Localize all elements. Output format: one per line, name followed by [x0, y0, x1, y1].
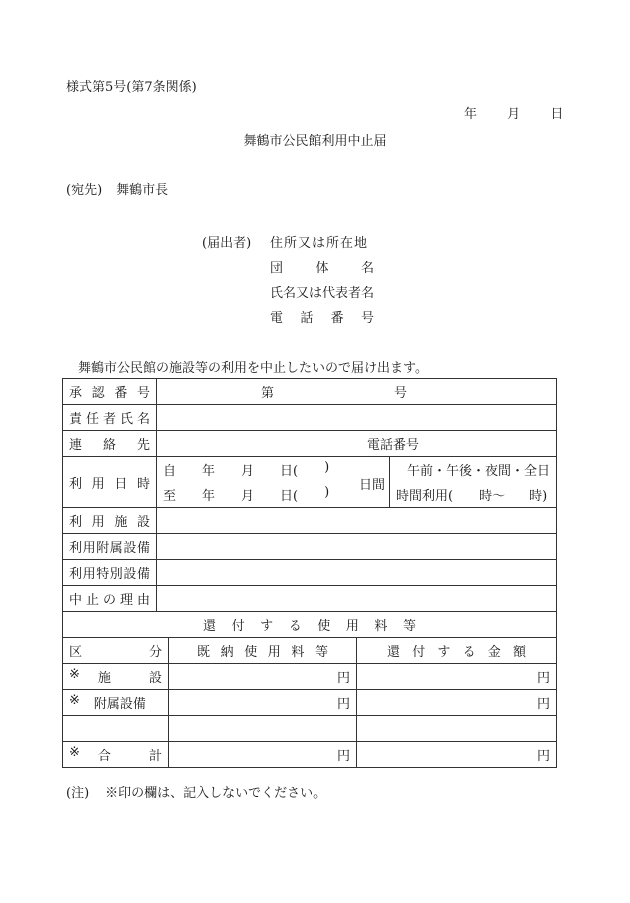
label-contact: 連絡先 [63, 431, 157, 457]
fee-attached-paid[interactable]: 円 [169, 690, 357, 716]
approval-go: 号 [394, 386, 408, 401]
field-usage-datetime[interactable] [157, 457, 557, 508]
date-day: 日 [550, 107, 564, 122]
to-year: 年 [202, 489, 216, 504]
usage-time-slot [390, 457, 556, 507]
label-responsible: 責任者氏名 [63, 405, 157, 431]
days-span-label: 日間 [358, 478, 385, 493]
applicant-label: (届出者) [202, 236, 252, 251]
footnote [66, 782, 326, 801]
tel-char: 番 [330, 311, 344, 326]
org-char: 団 [270, 261, 284, 276]
col-refund-amount: 還付する金額 [357, 638, 557, 664]
intro-text: 舞鶴市公民館の施設等の利用を中止したいので届け出ます。 [78, 361, 428, 376]
document-title: 舞鶴市公民館利用中止届 [243, 134, 387, 149]
row-special-equipment [63, 560, 557, 586]
hourly-use-label: 時間利用( [396, 489, 454, 504]
tel-char: 電 [270, 311, 284, 326]
label-approval-number: 承認番号 [63, 379, 157, 405]
fee-attached-label: ※ 附属設備 [63, 690, 169, 716]
field-contact[interactable] [157, 431, 557, 457]
addressee [66, 179, 168, 198]
field-facility[interactable] [157, 508, 557, 534]
row-cancel-reason [63, 586, 557, 612]
fee-total-refund[interactable]: 円 [357, 742, 557, 768]
row-fee-attached [63, 690, 557, 716]
label-usage-datetime: 利用日時 [63, 457, 157, 508]
row-fee-total [63, 742, 557, 768]
row-fee-facility [63, 664, 557, 690]
date-line [464, 103, 563, 122]
to-day: 日( [280, 489, 299, 504]
applicant-organization-label [270, 257, 374, 276]
fee-total-label: ※ 合 計 [63, 742, 169, 768]
col-paid-fee: 既納使用料等 [169, 638, 357, 664]
label-cancel-reason: 中止の理由 [63, 586, 157, 612]
applicant-telephone-label [270, 307, 374, 326]
addressee-label: (宛先) [66, 183, 103, 198]
fee-blank-label[interactable] [63, 716, 169, 742]
usage-from-line [163, 460, 383, 479]
phone-number-label: 電話番号 [367, 438, 420, 453]
to-paren: ) [324, 485, 330, 500]
fee-facility-refund[interactable]: 円 [357, 664, 557, 690]
row-attached-equipment [63, 534, 557, 560]
row-approval-number [63, 379, 557, 405]
row-facility [63, 508, 557, 534]
row-contact [63, 431, 557, 457]
row-refund-header [63, 612, 557, 638]
label-attached-equipment: 利用附属設備 [63, 534, 157, 560]
hourly-line [396, 485, 550, 504]
row-refund-columns [63, 638, 557, 664]
from-day: 日( [280, 464, 299, 479]
form-number: 様式第5号(第7条関係) [66, 80, 197, 95]
refund-header: 還付する使用料等 [63, 612, 557, 638]
tel-char: 話 [300, 311, 314, 326]
field-cancel-reason[interactable] [157, 586, 557, 612]
approval-dai: 第 [261, 386, 275, 401]
addressee-name: 舞鶴市長 [116, 183, 169, 198]
fee-facility-label: ※ 施 設 [63, 664, 169, 690]
date-month: 月 [507, 107, 521, 122]
field-attached-equipment[interactable] [157, 534, 557, 560]
label-special-equipment: 利用特別設備 [63, 560, 157, 586]
col-category: 区 分 [63, 638, 169, 664]
time-slots-label: 午前・午後・夜間・全日 [407, 464, 551, 479]
fee-attached-refund[interactable]: 円 [357, 690, 557, 716]
org-char: 名 [360, 261, 374, 276]
fee-blank-paid[interactable] [169, 716, 357, 742]
note-label: (注) [66, 786, 90, 801]
applicant-name-label: 氏名又は代表者名 [270, 286, 375, 301]
usage-to-line [163, 485, 383, 504]
hourly-from: 時〜 [479, 489, 506, 504]
from-month: 月 [241, 464, 255, 479]
to-month: 月 [241, 489, 255, 504]
from-year: 年 [202, 464, 216, 479]
applicant-address-label: 住所又は所在地 [270, 236, 369, 251]
cancellation-form-table [62, 378, 557, 768]
field-responsible[interactable] [157, 405, 557, 431]
org-char: 体 [315, 261, 329, 276]
tel-char: 号 [360, 311, 374, 326]
note-body: ※印の欄は、記入しないでください。 [105, 786, 327, 801]
date-year: 年 [464, 107, 478, 122]
fee-facility-paid[interactable]: 円 [169, 664, 357, 690]
hourly-to: 時) [529, 489, 548, 504]
field-approval-number[interactable] [157, 379, 557, 405]
to-label: 至 [163, 489, 177, 504]
field-special-equipment[interactable] [157, 560, 557, 586]
row-fee-blank [63, 716, 557, 742]
row-usage-datetime [63, 457, 557, 508]
from-paren: ) [324, 460, 330, 475]
fee-total-paid[interactable]: 円 [169, 742, 357, 768]
label-facility: 利用施設 [63, 508, 157, 534]
fee-blank-refund[interactable] [357, 716, 557, 742]
from-label: 自 [163, 464, 177, 479]
row-responsible [63, 405, 557, 431]
usage-date-range [157, 457, 390, 507]
